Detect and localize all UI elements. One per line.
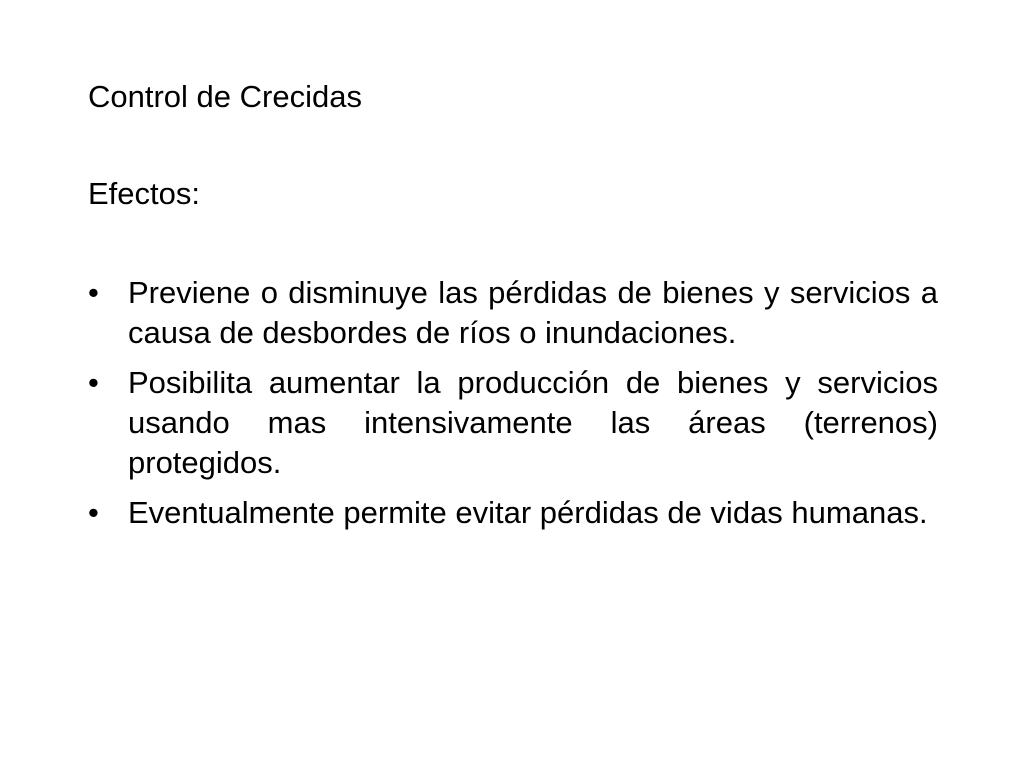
bullet-dot-icon: • [88, 365, 99, 400]
bullet-item [88, 493, 938, 533]
slide-subtitle: Efectos: [88, 176, 200, 211]
bullet-item [88, 363, 938, 483]
bullet-text: Previene o disminuye las pérdidas de bienes y servicios a causa de desbordes de ríos o inundaciones. [128, 275, 938, 350]
bullet-dot-icon: • [88, 495, 99, 530]
bullet-dot-icon: • [88, 275, 99, 310]
bullet-text: Eventualmente permite evitar pérdidas de vidas humanas. [128, 495, 928, 530]
bullet-list [88, 273, 938, 543]
bullet-item [88, 273, 938, 353]
bullet-text: Posibilita aumentar la producción de bienes y servicios usando mas intensivamente las áreas (terrenos) protegidos. [128, 365, 938, 480]
slide-title: Control de Crecidas [88, 79, 362, 114]
